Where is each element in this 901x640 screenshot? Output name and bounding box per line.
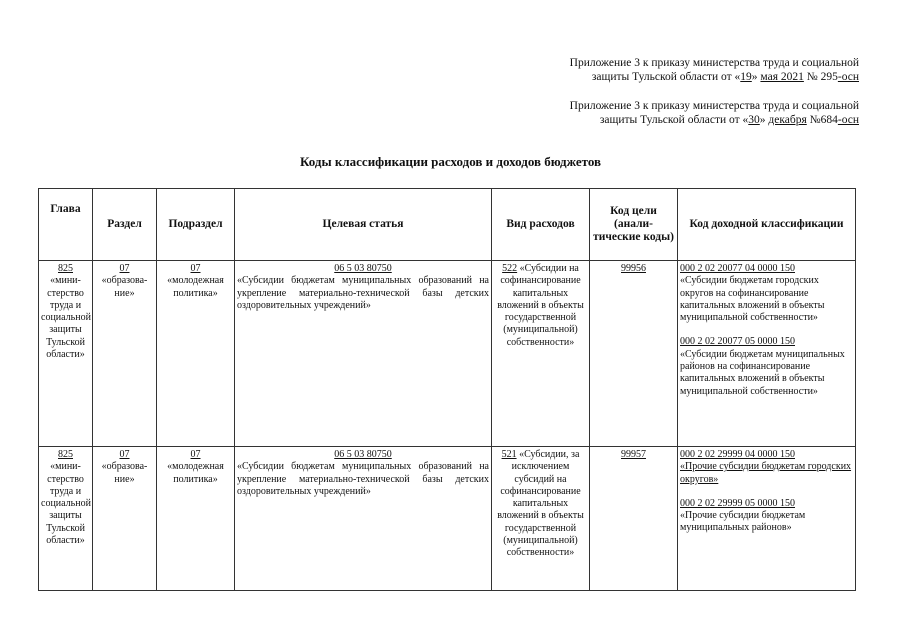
kod-celi-value: 99957 bbox=[621, 449, 646, 460]
header-line: Приложение 3 к приказу министерства труда и социальной bbox=[569, 100, 859, 112]
col-header-dohod: Код доходной классификации bbox=[678, 189, 856, 261]
header-line bbox=[570, 70, 859, 84]
header-block-2 bbox=[570, 99, 859, 127]
dohod-text: «Прочие субсидии бюджетам муниципальных районов» bbox=[680, 510, 806, 534]
table-row bbox=[39, 447, 856, 591]
cell-vid bbox=[492, 261, 590, 447]
header-text: » bbox=[759, 114, 769, 126]
document-title: Коды классификации расходов и доходов бюджетов bbox=[299, 154, 602, 169]
header-number: № 295 bbox=[803, 71, 838, 83]
dohod-code: 000 2 02 20077 05 0000 150 bbox=[680, 336, 795, 348]
col-header-razdel: Раздел bbox=[93, 189, 157, 261]
table-header-row bbox=[39, 189, 856, 261]
statya-code: 06 5 03 80750 bbox=[334, 263, 392, 274]
podrazdel-code: 07 bbox=[190, 449, 201, 460]
razdel-code: 07 bbox=[119, 263, 130, 274]
header-text: » bbox=[751, 71, 761, 83]
vid-text: «Субсидии, за исключением субсидий на софинансирование капитальных вложений в объекты государственной (муниципальной) собственности» bbox=[497, 449, 584, 559]
dohod-text: «Субсидии бюджетам городских округов на софинансирование капитальных вложений в объекты муниципальной собственности» bbox=[680, 275, 825, 324]
header-number: №684 bbox=[806, 114, 838, 126]
col-header-kod-celi: Код цели (анали-тические коды) bbox=[590, 189, 678, 261]
cell-podrazdel bbox=[157, 447, 235, 591]
statya-text: «Субсидии бюджетам муниципальных образований на укрепление материально-технической базы детских оздоровительных учреждений» bbox=[237, 461, 489, 497]
cell-statya bbox=[235, 447, 492, 591]
header-text: защиты Тульской области от « bbox=[591, 71, 741, 83]
statya-text: «Субсидии бюджетам муниципальных образований на укрепление материально-технической базы детских оздоровительных учреждений» bbox=[237, 275, 489, 311]
cell-glava bbox=[39, 261, 93, 447]
cell-kod-celi bbox=[590, 447, 678, 591]
header-line: Приложение 3 к приказу министерства труда и социальной bbox=[569, 57, 859, 69]
header-text: защиты Тульской области от « bbox=[599, 114, 749, 126]
glava-text: «мини-стерство труда и социальной защиты Тульской области» bbox=[41, 461, 91, 547]
dohod-text: «Субсидии бюджетам муниципальных районов на софинансирование капитальных вложений в объекты муниципальной собственности» bbox=[680, 348, 845, 397]
header-date: мая 2021 bbox=[760, 71, 804, 83]
dohod-code: 000 2 02 29999 05 0000 150 bbox=[680, 497, 795, 509]
podrazdel-code: 07 bbox=[190, 263, 201, 274]
col-header-vid: Вид расходов bbox=[492, 189, 590, 261]
vid-text: «Субсидии на софинансирование капитальных вложений в объекты государственной (муниципальной) собственности» bbox=[497, 263, 584, 348]
razdel-text: «образова-ние» bbox=[101, 461, 148, 485]
vid-code: 522 bbox=[502, 263, 518, 274]
cell-podrazdel bbox=[157, 261, 235, 447]
table-row bbox=[39, 261, 856, 447]
header-block-1 bbox=[570, 56, 859, 84]
vid-code: 521 bbox=[501, 449, 517, 460]
cell-razdel bbox=[93, 447, 157, 591]
statya-code: 06 5 03 80750 bbox=[334, 449, 392, 460]
podrazdel-text: «молодежная политика» bbox=[167, 275, 224, 299]
cell-kod-celi bbox=[590, 261, 678, 447]
glava-text: «мини-стерство труда и социальной защиты Тульской области» bbox=[41, 275, 91, 361]
header-suffix: -осн bbox=[837, 114, 859, 126]
dohod-text: «Прочие субсидии бюджетам городских округов» bbox=[680, 461, 852, 485]
cell-razdel bbox=[93, 261, 157, 447]
cell-statya bbox=[235, 261, 492, 447]
col-header-glava: Глава bbox=[39, 189, 93, 261]
podrazdel-text: «молодежная политика» bbox=[167, 461, 224, 485]
cell-dohod bbox=[678, 447, 856, 591]
cell-glava bbox=[39, 447, 93, 591]
cell-vid bbox=[492, 447, 590, 591]
razdel-text: «образова-ние» bbox=[101, 275, 148, 299]
kod-celi-value: 99956 bbox=[621, 263, 646, 274]
header-day: 30 bbox=[748, 114, 760, 126]
dohod-code: 000 2 02 20077 04 0000 150 bbox=[680, 263, 795, 274]
glava-code: 825 bbox=[58, 263, 73, 274]
dohod-code: 000 2 02 29999 04 0000 150 bbox=[680, 449, 795, 460]
col-header-podrazdel: Подраздел bbox=[157, 189, 235, 261]
classification-table bbox=[38, 188, 856, 591]
header-line bbox=[570, 113, 859, 127]
glava-code: 825 bbox=[58, 449, 73, 460]
cell-dohod bbox=[678, 261, 856, 447]
col-header-statya: Целевая статья bbox=[235, 189, 492, 261]
header-suffix: -осн bbox=[837, 71, 859, 83]
header-date: декабря bbox=[768, 114, 807, 126]
header-day: 19 bbox=[740, 71, 752, 83]
razdel-code: 07 bbox=[119, 449, 130, 460]
